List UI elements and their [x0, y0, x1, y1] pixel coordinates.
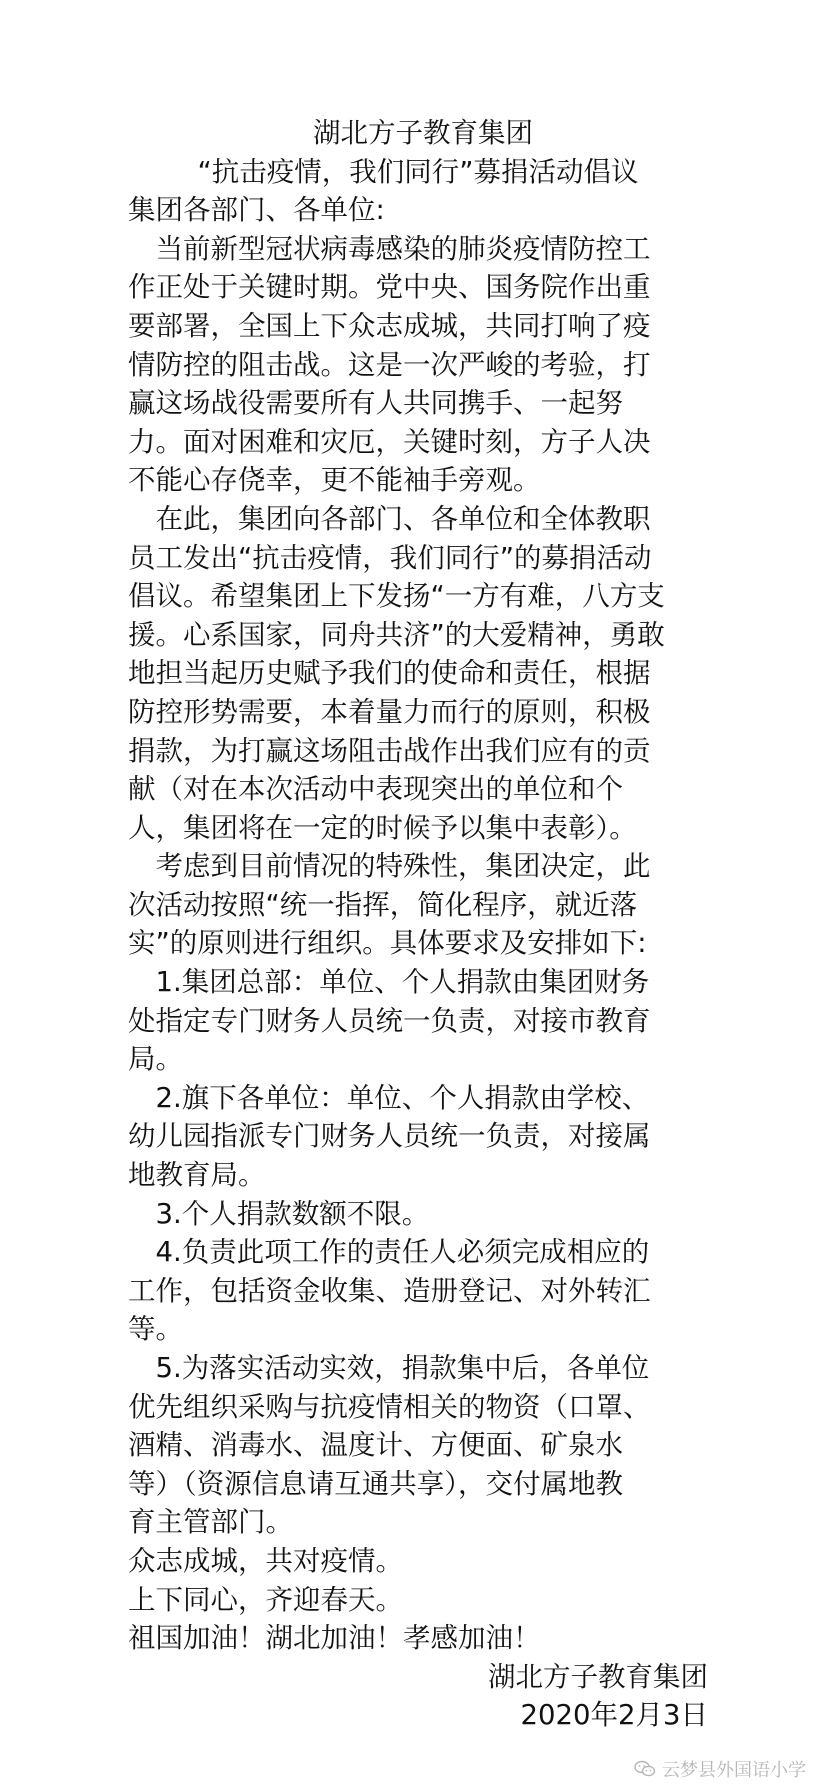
body-line: 地教育局。	[128, 1159, 266, 1192]
body-line: 次活动按照“统一指挥，简化程序，就近落	[128, 888, 638, 921]
salutation: 集团各部门、各单位:	[128, 194, 385, 227]
body-line: 要部署，全国上下众志成城，共同打响了疫	[128, 309, 651, 342]
document-body	[128, 114, 708, 1735]
document-date: 2020年2月3日	[520, 1699, 708, 1732]
watermark-text: 云梦县外国语小学	[662, 1760, 806, 1781]
body-line: 考虑到目前情况的特殊性，集团决定，此	[128, 850, 651, 883]
body-line: 2.旗下各单位：单位、个人捐款由学校、	[128, 1081, 650, 1114]
body-line: 局。	[128, 1043, 183, 1076]
body-line: 优先组织采购与抗疫情相关的物资（口罩、	[128, 1390, 651, 1423]
body-line: 1.集团总部：单位、个人捐款由集团财务	[128, 966, 650, 999]
document-subtitle: “抗击疫情，我们同行”募捐活动倡议	[197, 155, 639, 188]
body-line: 幼儿园指派专门财务人员统一负责，对接属	[128, 1120, 651, 1153]
body-line: 在此，集团向各部门、各单位和全体教职	[128, 502, 651, 535]
body-line: 人，集团将在一定的时候予以集中表彰）。	[128, 811, 637, 844]
body-line: 酒精、消毒水、温度计、方便面、矿泉水	[128, 1429, 623, 1462]
body-line: 育主管部门。	[128, 1506, 293, 1539]
body-line: 赢这场战役需要所有人共同携手、一起努	[128, 387, 623, 420]
body-line: 处指定专门财务人员统一负责，对接市教育	[128, 1004, 651, 1037]
body-line: 援。心系国家，同舟共济”的大爱精神，勇敢	[128, 618, 665, 651]
body-text	[128, 230, 708, 1658]
wechat-icon	[634, 1760, 656, 1778]
body-line: 众志成城，共对疫情。	[128, 1544, 403, 1577]
body-line: 上下同心，齐迎春天。	[128, 1583, 403, 1616]
body-line: 不能心存侥幸，更不能袖手旁观。	[128, 464, 541, 497]
signature: 湖北方子教育集团	[488, 1660, 708, 1693]
body-line: 捐款，为打赢这场阻击战作出我们应有的贡	[128, 734, 651, 767]
body-line: 员工发出“抗击疫情，我们同行”的募捐活动	[128, 541, 652, 574]
body-line: 3.个人捐款数额不限。	[128, 1197, 430, 1230]
body-line: 倡议。希望集团上下发扬“一方有难，八方支	[128, 580, 665, 613]
body-line: 献（对在本次活动中表现突出的单位和个	[128, 773, 623, 806]
body-line: 5.为落实活动实效，捐款集中后，各单位	[128, 1352, 650, 1384]
body-line: 工作，包括资金收集、造册登记、对外转汇	[128, 1274, 651, 1307]
body-line: 祖国加油！湖北加油！孝感加油！	[128, 1622, 541, 1655]
body-line: 等。	[128, 1313, 183, 1346]
body-line: 力。面对困难和灾厄，关键时刻，方子人决	[128, 425, 651, 458]
body-line: 当前新型冠状病毒感染的肺炎疫情防控工	[128, 232, 651, 265]
body-line: 等）（资源信息请互通共享），交付属地教	[128, 1467, 623, 1500]
body-line: 地担当起历史赋予我们的使命和责任，根据	[128, 657, 651, 690]
body-line: 情防控的阻击战。这是一次严峻的考验，打	[128, 348, 651, 381]
body-line: 实”的原则进行组织。具体要求及安排如下:	[128, 927, 647, 960]
body-line: 作正处于关键时期。党中央、国务院作出重	[128, 271, 651, 304]
body-line: 4.负责此项工作的责任人必须完成相应的	[128, 1236, 650, 1269]
body-line: 防控形势需要，本着量力而行的原则，积极	[128, 695, 651, 728]
document-title: 湖北方子教育集团	[313, 117, 533, 149]
watermark	[634, 1756, 806, 1782]
